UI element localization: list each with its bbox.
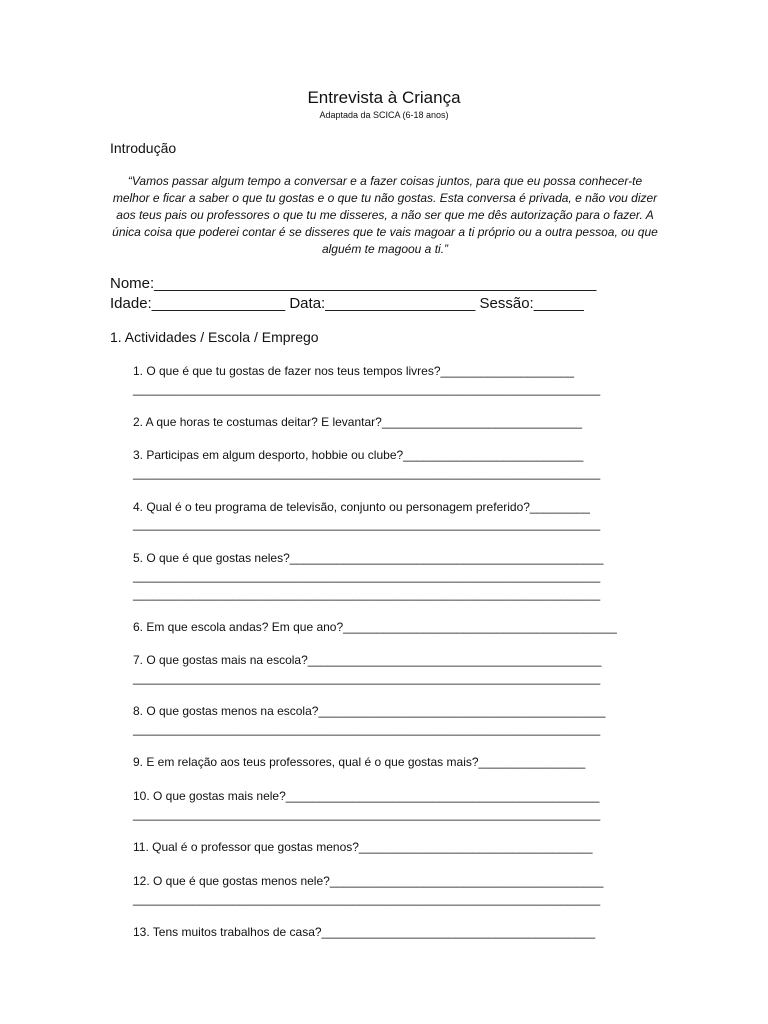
answer-line[interactable]: ______________________________________________________________________ — [133, 671, 601, 685]
question-11: 11. Qual é o professor que gostas menos?___________________________________ — [133, 840, 593, 854]
question-13: 13. Tens muitos trabalhos de casa?_________________________________________ — [133, 925, 596, 939]
section-heading: 1. Actividades / Escola / Emprego — [110, 329, 319, 345]
document-title: Entrevista à Criança — [307, 88, 461, 107]
idade-data-sessao-fields[interactable]: Idade:________________ Data:__________________ Sessão:______ — [110, 295, 584, 312]
intro-quote: “Vamos passar algum tempo a conversar e a fazer coisas juntos, para que eu possa conhecer-te melhor e ficar a saber o que tu gostas e o que tu não gostas. Esta conversa é privada, e não vou dizer aos teus pais ou professores o que tu me disseres, a não ser que me dês autorização para o fazer. A única coisa que poderei contar é se disseres que te vais magoar a ti próprio ou a outra pessoa, ou que alguém te magoou a ti.” — [112, 174, 658, 256]
answer-line[interactable]: ______________________________________________________________________ — [133, 722, 601, 736]
question-12: 12. O que é que gostas menos nele?_________________________________________ — [133, 874, 604, 888]
question-4: 4. Qual é o teu programa de televisão, conjunto ou personagem preferido?_________ — [133, 500, 590, 514]
intro-heading: Introdução — [110, 140, 177, 156]
answer-line[interactable]: ______________________________________________________________________ — [133, 466, 601, 480]
question-8: 8. O que gostas menos na escola?___________________________________________ — [133, 704, 606, 718]
nome-field[interactable]: Nome:_____________________________________________________ — [110, 275, 597, 292]
answer-line[interactable]: ______________________________________________________________________ — [133, 892, 601, 906]
answer-line[interactable]: ______________________________________________________________________ — [133, 807, 601, 821]
identification-fields — [110, 274, 630, 314]
question-2: 2. A que horas te costumas deitar? E levantar?______________________________ — [133, 415, 583, 429]
question-5: 5. O que é que gostas neles?_______________________________________________ — [133, 551, 604, 565]
question-3: 3. Participas em algum desporto, hobbie ou clube?___________________________ — [133, 448, 584, 462]
document-subtitle: Adaptada da SCICA (6-18 anos) — [319, 110, 449, 120]
question-1: 1. O que é que tu gostas de fazer nos teus tempos livres?____________________ — [133, 364, 574, 378]
answer-line[interactable]: ______________________________________________________________________ — [133, 382, 601, 396]
answer-line[interactable]: ______________________________________________________________________ — [133, 517, 601, 531]
answer-line[interactable]: ______________________________________________________________________ — [133, 569, 601, 583]
question-10: 10. O que gostas mais nele?_______________________________________________ — [133, 789, 600, 803]
answer-line[interactable]: ______________________________________________________________________ — [133, 587, 601, 601]
question-9: 9. E em relação aos teus professores, qual é o que gostas mais?________________ — [133, 755, 586, 769]
question-7: 7. O que gostas mais na escola?____________________________________________ — [133, 653, 602, 667]
question-6: 6. Em que escola andas? Em que ano?_________________________________________ — [133, 620, 617, 634]
